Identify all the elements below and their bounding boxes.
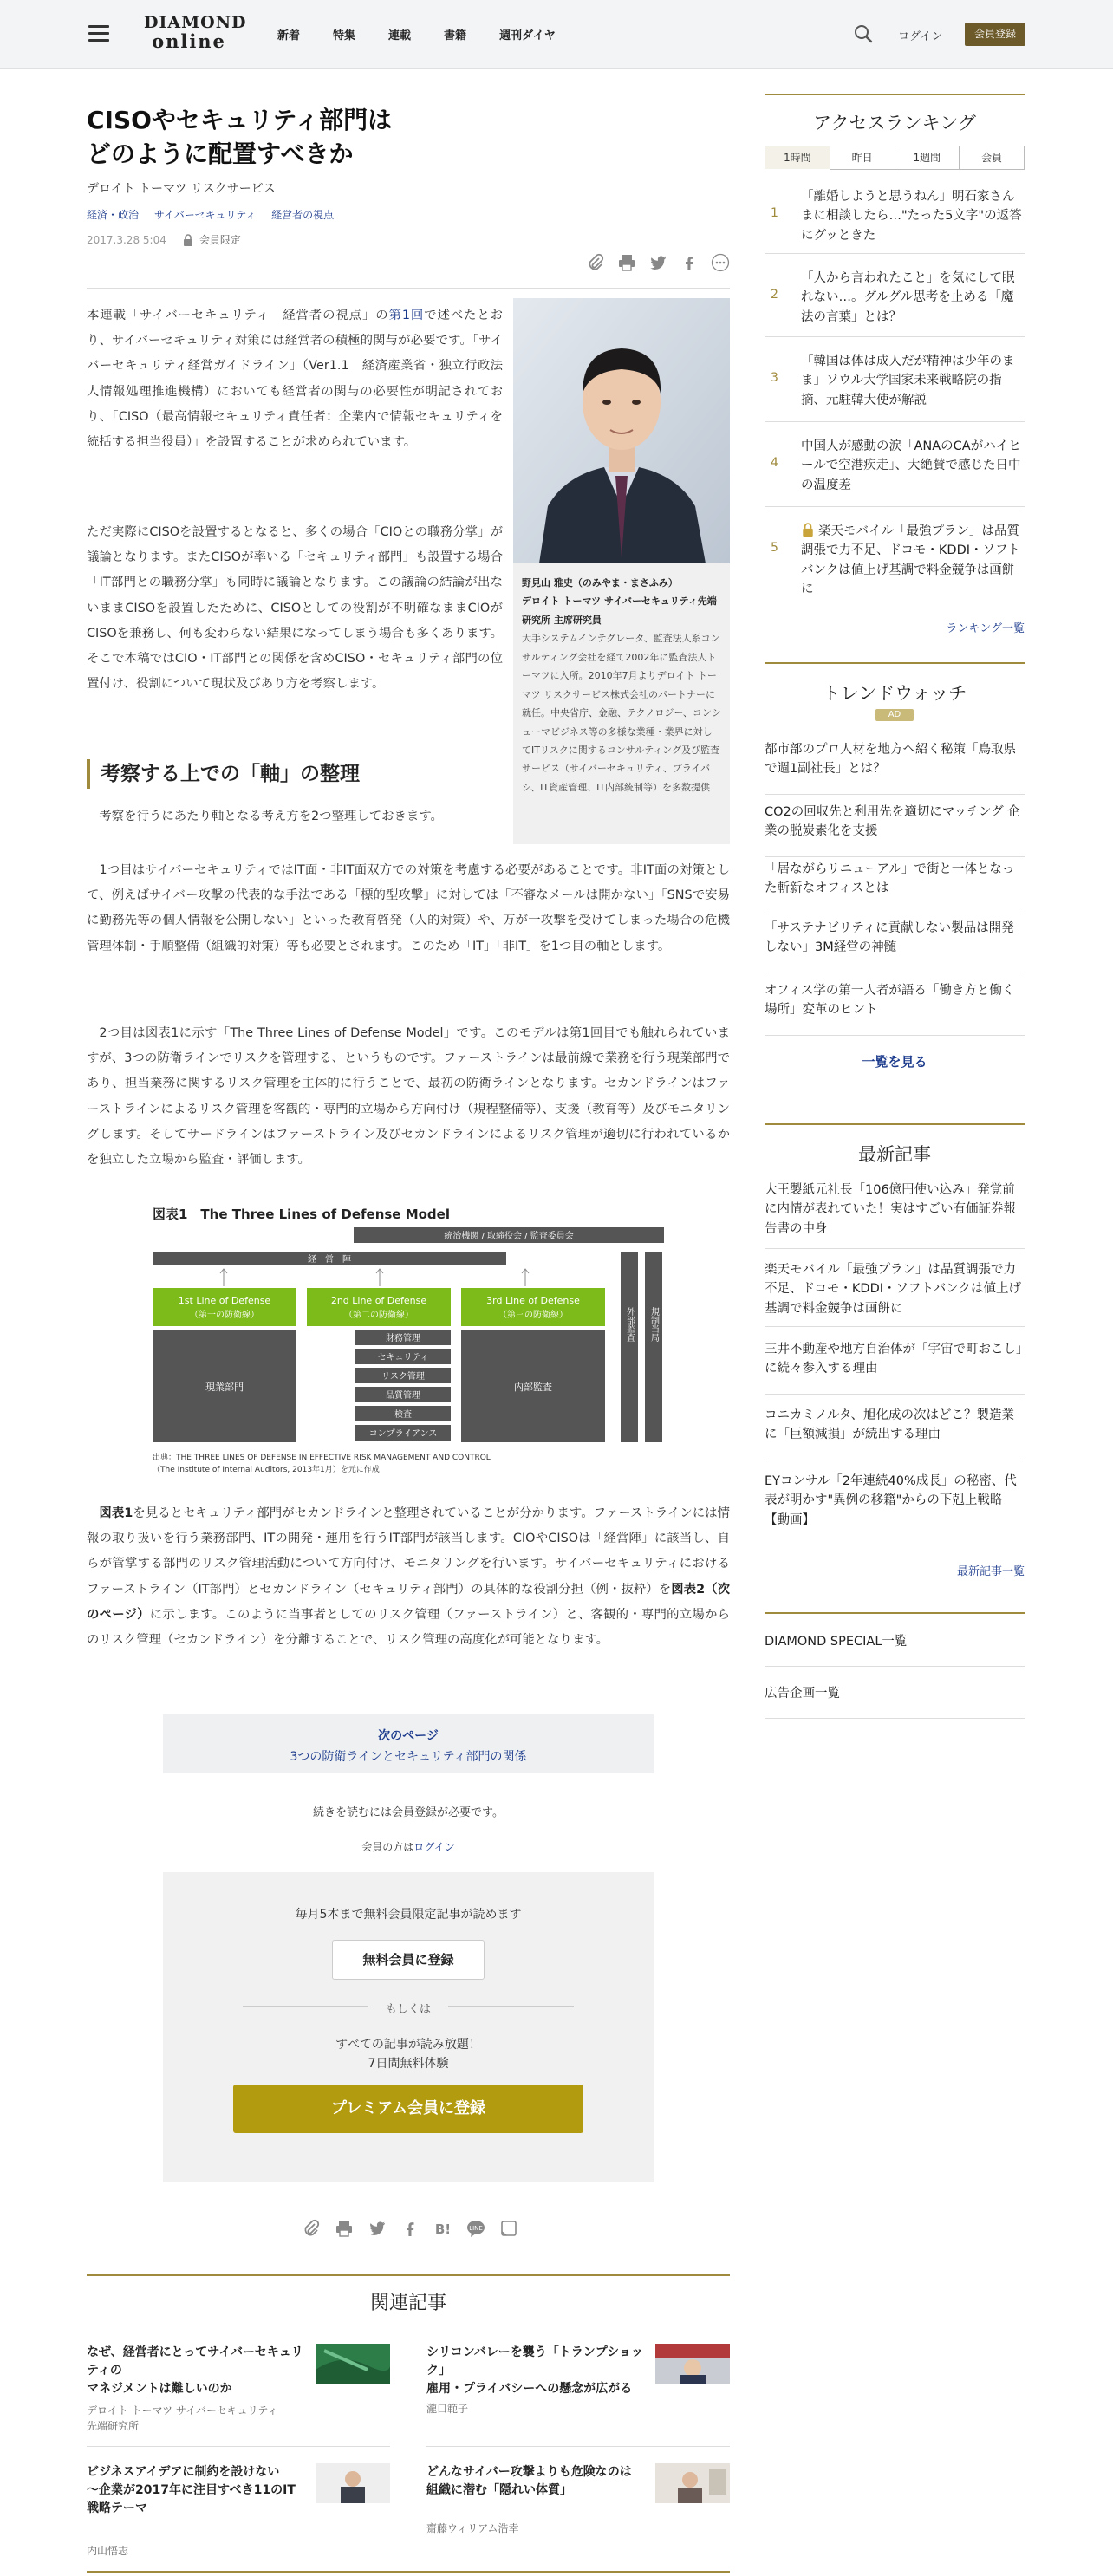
related-item-title: ビジネスアイデアに制約を設けない ～企業が2017年に注目すべき11のIT戦略テーマ (87, 2465, 296, 2515)
p1-text-a: 本連載「サイバーセキュリティ 経営者の視点」の (87, 309, 389, 322)
article-main (87, 104, 730, 247)
nav-feature[interactable]: 特集 (333, 29, 356, 42)
fig-mgmt: 経 営 陣 (308, 1255, 351, 1265)
share-bottom (302, 2219, 532, 2238)
nav-books[interactable]: 書籍 (444, 29, 467, 42)
related-item-title: なぜ、経営者にとってサイバーセキュリティの マネジメントは難しいのか (87, 2345, 303, 2396)
separator (765, 1248, 1025, 1249)
twitter-icon[interactable] (648, 253, 667, 272)
svg-text:LINE: LINE (469, 2225, 483, 2232)
premium-register-button[interactable]: プレミアム会員に登録 (233, 2085, 583, 2133)
ranking-text: 「離婚しようと思うねん」明石家さんまに相談したら…"たった5文字"の返答にグッときた (801, 190, 1022, 243)
ranking-num: 3 (771, 371, 778, 385)
figure-diagram (153, 1227, 673, 1449)
fig-line2-en: 2nd Line of Defense (330, 1295, 427, 1306)
fig-regulator: 規制当局 (648, 1307, 659, 1342)
related-item-author: 齋藤ウィリアム浩幸 (426, 2522, 519, 2534)
fig-line3-jp: （第三の防衛線） (498, 1311, 568, 1320)
fig-item-quality: 品質管理 (386, 1391, 420, 1401)
related-item-author: 内山悟志 (87, 2545, 129, 2557)
trend-item[interactable]: オフィス学の第一人者が語る「働き方と働く場所」変革のヒント (765, 984, 1015, 1018)
tab-1hour[interactable]: 1時間 (765, 146, 830, 170)
category-exec[interactable]: 経営者の視点 (271, 209, 335, 222)
category-list (87, 207, 730, 222)
ranking-num: 5 (771, 541, 778, 555)
nav-series[interactable]: 連載 (388, 29, 412, 42)
bottom-divider (87, 2571, 730, 2573)
related-thumbnail (655, 2344, 730, 2384)
facebook-icon[interactable] (680, 253, 699, 272)
paragraph-6 (87, 1501, 730, 1653)
tab-yesterday[interactable]: 昨日 (830, 146, 895, 170)
fig-third-box: 内部監査 (514, 1382, 552, 1393)
category-economy[interactable]: 経済・政治 (87, 209, 140, 222)
reg-free-text: 毎月5本まで無料会員限定記事が読めます (295, 1908, 522, 1922)
article-date: 2017.3.28 5:04 (87, 233, 166, 246)
tab-1week[interactable]: 1週間 (895, 146, 960, 170)
new-item[interactable]: 大王製紙元社長「106億円使い込み」発覚前に内情が表れていた！実はすごい有価証券報告書の中身 (765, 1183, 1016, 1236)
ranking-item[interactable] (765, 437, 1025, 498)
p6-bold-2: 図表2（次のページ） (87, 1582, 730, 1622)
fig-item-compliance: コンプライアンス (368, 1429, 438, 1439)
continue-reading-text: 続きを読むには会員登録が必要です。 (313, 1806, 504, 1819)
related-item[interactable] (426, 2344, 730, 2413)
share-top (574, 253, 730, 272)
p6-text-a: を見るとセキュリティ部門がセカンドラインと整理されていることが分かります。ファーストラインには情報の取り扱いを行う業務部門、ITの開発・運用を行うIT部門が該当します。CIOやCISOは「経営陣」に該当し、自らが管掌する部門のリスク管理活動について方向付け、モニタリングを行います。サイバーセキュリティにおけるファーストライン（IT部門）とセカンドライン（セキュリティ部門）の具体的な役割分担（例・抜粋）を (87, 1506, 731, 1597)
print-icon[interactable] (617, 253, 636, 272)
related-item[interactable] (87, 2463, 390, 2557)
p1-link-first[interactable]: 第1回 (388, 309, 425, 322)
section-heading: 考察する上での「軸」の整理 (87, 759, 494, 789)
related-separator (426, 2446, 730, 2447)
related-thumbnail (655, 2463, 730, 2503)
figure-title: 図表1 The Three Lines of Defense Model (153, 1207, 450, 1222)
figure-1 (153, 1205, 673, 1474)
related-item[interactable] (426, 2463, 730, 2533)
related-separator (87, 2446, 390, 2447)
ranking-text: 「韓国は体は成人だが精神は少年のまま」ソウル大学国家未来戦略院の指摘、元駐韓大使が解説 (801, 355, 1015, 407)
fig-item-inspect: 検査 (394, 1410, 412, 1420)
paragraph-1 (87, 303, 503, 455)
next-page-label: 次のページ (378, 1729, 439, 1743)
p6-bold-1: 図表1 (99, 1506, 133, 1520)
separator (765, 336, 1025, 337)
ranking-text (801, 522, 1025, 600)
figure-source (153, 1453, 491, 1476)
paragraph-3: 考察を行うにあたり軸となる考え方を2つ整理しておきます。 (99, 810, 443, 823)
fig-line1-en: 1st Line of Defense (178, 1295, 271, 1306)
pocket-icon[interactable] (499, 2219, 518, 2238)
reg-all-1: すべての記事が読み放題！ (335, 2038, 481, 2052)
category-cyber[interactable]: サイバーセキュリティ (153, 209, 257, 222)
ranking-item[interactable] (765, 522, 1025, 597)
trend-title: トレンドウォッチ (822, 683, 967, 704)
ranking-bar (765, 94, 1025, 95)
article-meta (87, 232, 730, 247)
title-line-1: CISOやセキュリティ部門は (87, 106, 393, 134)
line-icon[interactable] (466, 2219, 485, 2238)
paragraph-2: ただ実際にCISOを設置するとなると、多くの場合「CIOとの職務分掌」が議論となります。またCISOが率いる「セキュリティ部門」も設置する場合「IT部門との職務分掌」も同時に議論となります。この議論の結論が出ないままCISOを設置したために、CISOとしての役割が不明確なままCIOがCISOを兼務し、何も変わらない結果になってしまう場合も多くあります。そこで本稿ではCIO・IT部門との関係を含めCISO・セキュリティ部門の位置付け、役割について現状及びあり方を考察します。 (87, 525, 503, 692)
separator (765, 506, 1025, 507)
ranking-num: 2 (771, 288, 778, 302)
related-item[interactable] (87, 2344, 390, 2432)
member-login-text (87, 1839, 730, 1854)
new-item[interactable]: 楽天モバイル「最強プラン」は品質調張で力不足、ドコモ・KDDI・ソフトバンクは値上げ基調で料金競争は画餅に (765, 1263, 1021, 1316)
ad-badge: AD (875, 709, 914, 721)
fig-top-box: 統治機関 / 取締役会 / 監査委員会 (444, 1232, 574, 1241)
trend-item[interactable]: 「居ながらリニューアル」で街と一体となった斬新なオフィスとは (765, 862, 1015, 896)
nav-new[interactable]: 新着 (277, 29, 301, 42)
clip-icon[interactable] (586, 253, 605, 272)
separator (765, 1326, 1025, 1327)
logo-line1: DIAMOND (144, 13, 247, 32)
paragraph-4: 1つ目はサイバーセキュリティではIT面・非IT面双方での対策を考慮する必要があることです。非IT面の対策として、例えばサイバー攻撃の代表的な手法である「標的型攻撃」に対しては「不審なメールは開かない」「SNSで安易に勤務先等の個人情報を公開しない」といった教育啓発（人的対策）や、万が一攻撃を受けてしまった場合の危機管理体制・手順整備（組織的対策）等も必要とされます。このため「IT」「非IT」を1つ目の軸とします。 (87, 863, 730, 953)
new-bar (765, 1123, 1025, 1125)
author-photo (513, 298, 730, 563)
separator (765, 1394, 1025, 1395)
next-page-title: 3つの防衛ラインとセキュリティ部門の関係 (290, 1750, 527, 1764)
new-item[interactable]: 三井不動産や地方自治体が「宇宙で町おこし」に続々参入する理由 (765, 1343, 1023, 1376)
fig-line1-jp: （第一の防衛線） (190, 1311, 259, 1320)
fig-item-finance: 財務管理 (386, 1334, 420, 1343)
p6-text-c: に示します。このように当事者としてのリスク管理（ファーストライン）と、客観的・専門的立場からのリスク管理（セカンドライン）を分離することで、リスク管理の高度化が可能となります。 (87, 1607, 731, 1648)
clip-icon[interactable] (302, 2219, 321, 2238)
related-divider (87, 2274, 730, 2276)
related-item-author: デロイト トーマツ サイバーセキュリティ 先端研究所 (87, 2404, 278, 2432)
related-title: 関連記事 (369, 2293, 446, 2314)
related-thumbnail (316, 2463, 390, 2503)
ranking-text: 「人から言われたこと」を気にして眠れない…。グルグル思考を止める「魔法の言葉」とは？ (801, 271, 1015, 324)
ranking-item[interactable] (765, 269, 1025, 329)
divider (87, 288, 730, 289)
separator (765, 421, 1025, 422)
free-register-button[interactable]: 無料会員に登録 (332, 1940, 485, 1980)
ranking-item[interactable] (765, 352, 1025, 413)
member-only-badge: 会員限定 (199, 234, 241, 247)
member-login-link[interactable]: ログイン (413, 1841, 455, 1853)
separator (765, 1666, 1025, 1667)
new-item[interactable]: コニカミノルタ、旭化成の次はどこ？製造業に「巨額減損」が続出する理由 (765, 1408, 1014, 1442)
related-item-title: どんなサイバー攻撃よりも危険なのは 組織に潜む「隠れい体質」 (426, 2465, 632, 2497)
trend-item[interactable]: CO2の回収先と利用先を適切にマッチング 企業の脱炭素化を支援 (765, 805, 1020, 839)
twitter-icon[interactable] (368, 2219, 387, 2238)
article-title (87, 104, 451, 171)
related-item-author: 瀧口範子 (426, 2403, 469, 2415)
nav-weekly[interactable]: 週刊ダイヤ (499, 29, 556, 42)
fig-line3-en: 3rd Line of Defense (486, 1295, 580, 1306)
p1-text-b: で述べたとおり、サイバーセキュリティ対策には経営者の積極的関与が必要です。「サイバーセキュリティ経営ガイドライン」（Ver1.1 経済産業省・独立行政法人情報処理推進機構）においても経営者の関与の必要性が明記されており、「CISO（最高情報セキュリティ責任者：企業内で情報セキュリティを統括する担当役員）」を設置することが求められています。 (87, 309, 503, 450)
fig-line2-jp: （第二の防衛線） (344, 1311, 413, 1320)
ranking-more-link[interactable]: ランキング一覧 (946, 622, 1025, 635)
lock-icon (801, 523, 815, 537)
ranking-num: 1 (771, 206, 778, 220)
more-icon[interactable] (711, 253, 730, 272)
or-text: もしくは (385, 2003, 431, 2016)
fig-first-box: 現業部門 (205, 1382, 244, 1393)
fig-item-security: セキュリティ (377, 1353, 429, 1363)
ranking-item[interactable] (765, 187, 1025, 248)
search-icon[interactable] (854, 24, 873, 43)
fig-item-risk: リスク管理 (381, 1372, 425, 1382)
new-title: 最新記事 (858, 1144, 931, 1165)
author-role: デロイト トーマツ サイバーセキュリティ先端研究所 主席研究員 (522, 595, 717, 626)
separator (765, 794, 1025, 795)
logo-line2: online (152, 30, 226, 52)
site-logo[interactable] (144, 13, 247, 52)
author-name: 野見山 雅史（のみやま・まさふみ） (522, 577, 678, 589)
site-header (0, 0, 1113, 69)
new-item[interactable]: EYコンサル「2年連続40%成長」の秘密、代表が明かす"異例の移籍"からの下剋上戦略【動画】 (765, 1474, 1017, 1527)
login-link[interactable]: ログイン (898, 30, 943, 43)
hatena-icon[interactable] (433, 2219, 452, 2238)
separator (765, 856, 1025, 857)
next-page-link[interactable] (163, 1714, 654, 1773)
new-more-link[interactable]: 最新記事一覧 (956, 1565, 1025, 1578)
print-icon[interactable] (335, 2219, 354, 2238)
special-bar (765, 1612, 1025, 1614)
lock-icon (182, 234, 194, 246)
menu-icon[interactable] (88, 25, 109, 42)
paragraph-5: 2つ目は図表1に示す「The Three Lines of Defense Model」です。このモデルは第1回目でも触れられていますが、3つの防衛ラインでリスクを管理する、というものです。ファーストラインは最前線で業務を行う現業部門であり、担当業務に関するリスク管理を主体的に行うことで、最初の防衛ラインとなります。セカンドラインはファーストラインによるリスク管理を客観的・専門的立場から方向付け（規程整備等）、支援（教育等）及びモニタリングします。そしてサードラインはファーストライン及びセカンドラインによるリスク管理が適切に行われているかを独立した立場から監査・評価します。 (87, 1026, 730, 1168)
registration-box (163, 1872, 654, 2182)
related-item-title: シリコンバレーを襲う「トランプショック」 雇用・プライバシーへの懸念が広がる (426, 2345, 643, 2396)
figure-source-2: （The Institute of Internal Auditors, 2013年1月）を元に作成 (153, 1465, 380, 1474)
ranking-text: 中国人が感動の涙「ANAのCAがハイヒールで空港疾走」、大絶賛で感じた日中の温度差 (801, 439, 1021, 492)
trend-item[interactable]: 「サステナビリティに貢献しない製品は開発しない」3M経営の神髄 (765, 921, 1014, 955)
fig-ext-audit: 外部監査 (624, 1307, 635, 1342)
separator (765, 253, 1025, 254)
svg-text:B!: B! (434, 2221, 452, 2237)
ranking-title: アクセスランキング (813, 113, 976, 133)
author-caption (522, 574, 721, 797)
register-button[interactable]: 会員登録 (965, 23, 1025, 46)
special-link[interactable]: DIAMOND SPECIAL一覧 (765, 1635, 908, 1649)
reg-all-2: 7日間無料体験 (368, 2057, 449, 2072)
ads-link[interactable]: 広告企画一覧 (765, 1687, 840, 1701)
ranking-text-body: 楽天モバイル「最強プラン」は品質調張で力不足、ドコモ・KDDI・ソフトバンクは値上げ基調で料金競争は画餅に (801, 524, 1021, 597)
facebook-icon[interactable] (400, 2219, 420, 2238)
or-divider (243, 2000, 574, 2016)
member-prefix: 会員の方は (361, 1841, 414, 1853)
main-nav (277, 26, 589, 42)
tab-members[interactable]: 会員 (960, 146, 1025, 170)
ranking-num: 4 (771, 456, 778, 470)
author-bio: 大手システムインテグレータ、監査法人系コンサルティング会社を経て2002年に監査法人トーマツに入所。2010年7月よりデロイト トーマツ リスクサービス株式会社のパートナーに就任。中央省庁、金融、テクノロジー、コンシューマビジネス等の多様な業種・業界に対してITリスクに関するコンサルティング及び監査サービス（サイバーセキュリティ、プライバシ、IT資産管理、IT内部統制等）を多数提供 (522, 633, 721, 793)
separator (765, 1718, 1025, 1719)
figure-source-1: 出典：THE THREE LINES OF DEFENSE IN EFFECTIVE RISK MANAGEMENT AND CONTROL (153, 1454, 491, 1462)
ranking-tabs (765, 146, 1025, 170)
author-photo-box (513, 298, 730, 844)
trend-more-link[interactable]: 一覧を見る (862, 1054, 928, 1070)
reg-premium-text (163, 2035, 654, 2074)
article-author[interactable]: デロイト トーマツ リスクサービス (87, 182, 276, 197)
trend-item[interactable]: 都市部のプロ人材を地方へ紹く秘策「鳥取県で週1副社長」とは？ (765, 743, 1016, 777)
trend-bar (765, 662, 1025, 664)
related-thumbnail (316, 2344, 390, 2384)
separator (765, 1035, 1025, 1036)
title-line-2: どのように配置すべきか (87, 139, 354, 168)
